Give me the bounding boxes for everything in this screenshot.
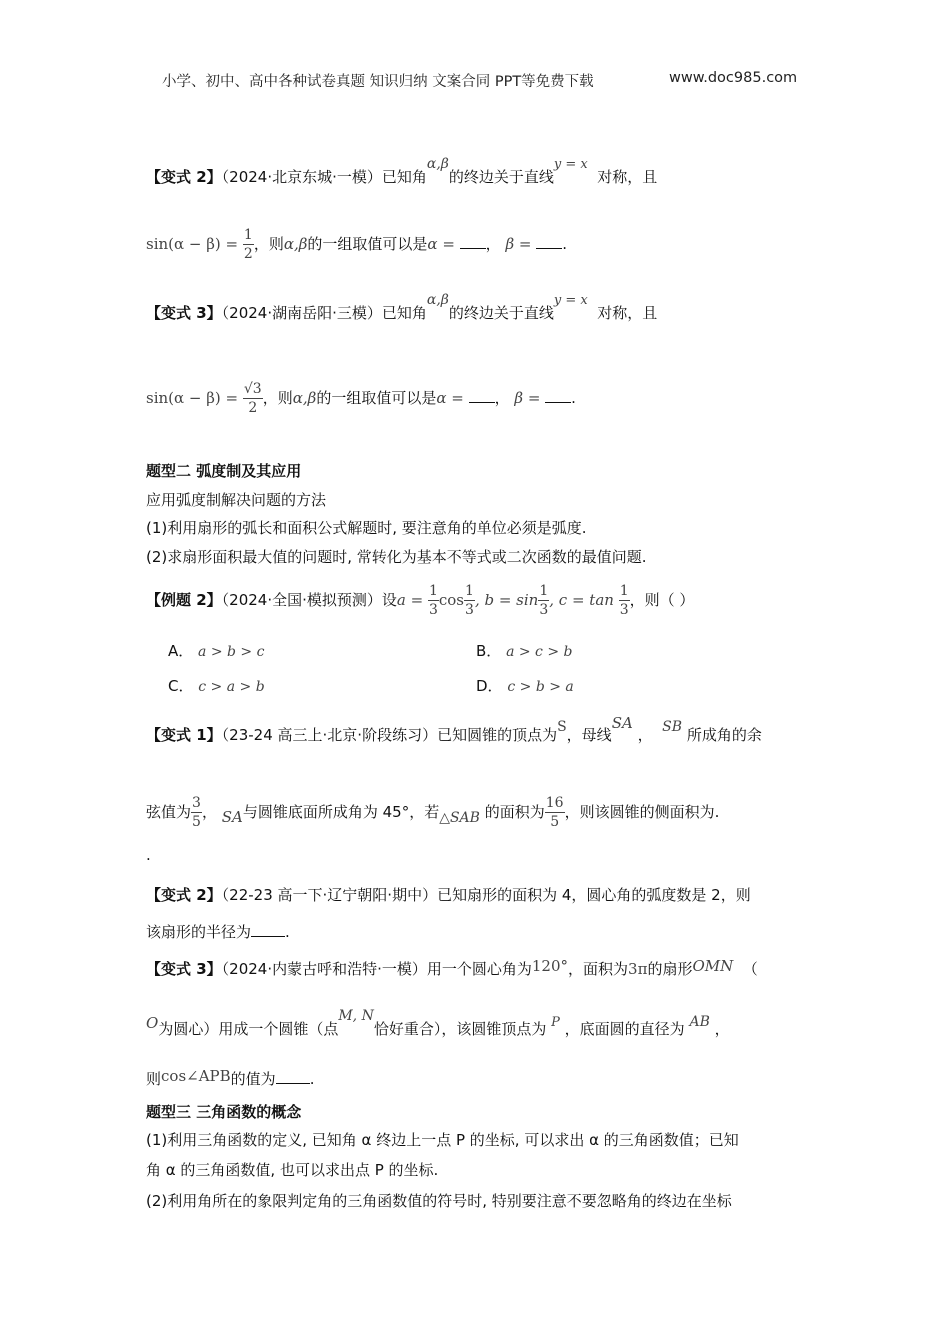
fraction-one-third: $\frac{1}{3}$ [465,583,474,618]
variant-tag: 【变式 3】 [146,304,222,322]
option-value: c > a > b [198,679,265,695]
math-AB: AB [689,1014,710,1030]
text: 的扇形 [647,960,693,978]
math-alpha-beta: α,β [283,235,308,253]
text: . [285,923,290,941]
option-d[interactable] [476,675,574,696]
variant-2b-line2 [146,921,290,942]
text: 与圆锥底面所成角为 45°，若 [242,803,440,821]
text: （ [742,960,758,978]
variant-tag: 【变式 3】 [146,960,222,978]
text: ，母线 [566,726,612,744]
math-sin-expr: sin(α − β) = [146,389,239,407]
math-beta-eq: β = [514,389,541,407]
option-a[interactable] [168,640,264,661]
fraction-three-fifths: $\frac{3}{5}$ [192,795,201,830]
option-label: C． [168,677,194,695]
text: 弦值为 [146,803,192,821]
text: 恰好重合），该圆锥顶点为 [373,1020,547,1038]
text: ， [714,1020,730,1038]
math-alpha-beta: α,β [426,292,449,308]
math-alpha-beta: α,β [426,156,449,172]
fraction-root3-over-2: $\frac{√3}{2}$ [243,381,262,416]
variant-2b-line1 [146,884,751,905]
variant-3a-line2 [146,382,576,415]
option-value: a > c > b [506,644,573,660]
variant-3b-line3 [146,1068,314,1089]
option-c[interactable] [168,675,265,696]
method-heading: 应用弧度制解决问题的方法 [146,491,327,509]
text: ， [494,389,510,407]
math-c-eq-tan: , c = tan [549,591,614,609]
math-SB: SB [662,719,683,735]
text: 的值为 [230,1070,276,1088]
fraction-one-third: $\frac{1}{3}$ [619,583,629,618]
problem-source: （2024·内蒙古呼和浩特·一模）用一个圆心角为 [221,960,532,978]
text: 则 [146,1070,162,1088]
variant-1b-line3: . [146,846,151,864]
text: 的终边关于直线 [448,168,554,186]
answer-blank-radius[interactable] [251,924,285,937]
math-triangle-SAB: △SAB [439,810,480,826]
math-SA: SA [221,808,243,826]
text: ，则 [253,235,284,253]
math-SA: SA [611,714,633,732]
concept-point-2: (2)利用角所在的象限判定角的三角函数值的符号时, 特别要注意不要忽略角的终边在坐标 [146,1192,732,1210]
problem-source: （23-24 高三上·北京·阶段练习）已知圆锥的顶点为 [221,726,558,744]
fraction-one-third: $\frac{1}{3}$ [539,583,549,618]
option-value: c > b > a [507,679,574,695]
text: 的终边关于直线 [448,304,554,322]
section-title-trig-concept: 题型三 三角函数的概念 [146,1103,302,1121]
header-site-link[interactable]: www.doc985.com [669,70,798,86]
math-b-eq-sin: , b = sin [474,591,539,609]
variant-2a-line1 [146,156,658,187]
variant-1b-line2 [146,796,719,829]
text: 所成角的余 [686,726,762,744]
answer-blank-alpha[interactable] [460,236,486,249]
variant-3a-line1 [146,292,658,323]
math-M-N: M, N [338,1008,374,1024]
math-OMN: OMN [692,957,734,975]
text: ，则该圆锥的侧面积为 [564,803,715,821]
math-a-eq: a = [396,591,424,609]
text: ， [485,235,501,253]
problem-source: （2024·全国·模拟预测）设 [221,591,397,609]
math-beta-eq: β = [505,235,532,253]
fraction-one-half: $\frac{1}{2}$ [243,227,253,262]
math-alpha-eq: α = [436,389,464,407]
example-2-stem [146,584,694,617]
text: . [309,1070,315,1088]
text: ，面积为 [568,960,629,978]
math-alpha-beta: α,β [292,389,317,407]
math-sin-expr: sin(α − β) = [146,235,239,253]
example-tag: 【例题 2】 [146,591,222,609]
concept-point-1-line2: 角 α 的三角函数值, 也可以求出点 P 的坐标. [146,1161,439,1179]
answer-blank-beta[interactable] [536,236,562,249]
text: . [714,803,720,821]
math-S: S [557,719,567,735]
option-label: D． [476,677,503,695]
math-y-eq-x: y = x [553,293,588,308]
text: ，底面圆的直径为 [564,1020,685,1038]
text: ，则（ ） [629,591,695,609]
fraction-sixteen-fifths: $\frac{16}{5}$ [545,795,564,830]
variant-tag: 【变式 2】 [146,168,222,186]
variant-3b-line2 [146,1008,730,1039]
math-y-eq-x: y = x [553,157,588,172]
text: . [571,389,576,407]
text: 的一组取值可以是 [307,235,428,253]
text: 对称，且 [597,304,658,322]
section-title-radian: 题型二 弧度制及其应用 [146,462,302,480]
method-point-2: (2)求扇形面积最大值的问题时, 常转化为基本不等式或二次函数的最值问题. [146,548,647,566]
text: 对称，且 [597,168,658,186]
answer-blank-alpha[interactable] [469,390,495,403]
problem-source: （2024·北京东城·一模）已知角 [221,168,427,186]
fraction-one-third: $\frac{1}{3}$ [428,583,438,618]
variant-tag: 【变式 2】 [146,886,222,904]
answer-blank-cos[interactable] [276,1071,310,1084]
variant-3b-line1 [146,958,758,979]
math-O: O [146,1014,159,1032]
math-120-deg: 120° [531,957,569,975]
header-banner-text: 小学、初中、高中各种试卷真题 知识归纳 文案合同 PPT等免费下载 [162,74,594,90]
text: . [562,235,568,253]
option-label: B． [476,642,502,660]
math-cos: cos [438,591,465,609]
text: 该扇形的半径为 [146,923,252,941]
problem-source: （2024·湖南岳阳·三模）已知角 [221,304,427,322]
problem-text: （22-23 高一下·辽宁朝阳·期中）已知扇形的面积为 4，圆心角的弧度数是 2，则 [221,886,751,904]
text: ， [637,726,653,744]
math-cos-APB: cos∠APB [161,1067,231,1085]
variant-tag: 【变式 1】 [146,726,222,744]
math-3pi: 3π [628,960,648,978]
option-b[interactable] [476,640,573,661]
text: 的一组取值可以是 [316,389,437,407]
option-label: A． [168,642,194,660]
variant-1b-line1 [146,714,762,745]
math-alpha-eq: α = [427,235,455,253]
math-P: P [551,1015,560,1030]
text: 的面积为 [484,803,545,821]
variant-2a-line2 [146,228,567,261]
answer-blank-beta[interactable] [545,390,571,403]
concept-point-1-line1: (1)利用三角函数的定义, 已知角 α 终边上一点 P 的坐标, 可以求出 α 的三角函数值；已知 [146,1131,739,1149]
text: ， [201,803,217,821]
text: 为圆心）用成一个圆锥（点 [158,1020,339,1038]
text: ，则 [262,389,293,407]
method-point-1: (1)利用扇形的弧长和面积公式解题时, 要注意角的单位必须是弧度. [146,519,587,537]
option-value: a > b > c [198,644,265,660]
